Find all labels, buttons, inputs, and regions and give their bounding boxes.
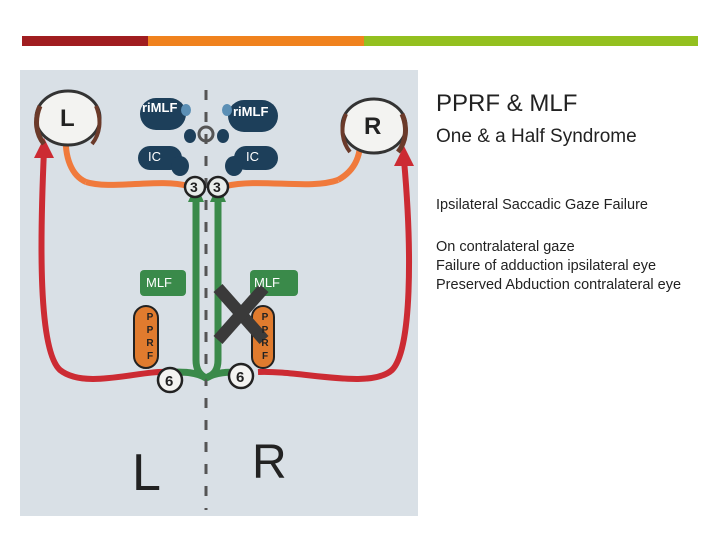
right-eye-letter: R — [364, 113, 382, 140]
slide-title: PPRF & MLF — [436, 90, 578, 117]
text-line-saccadic: Ipsilateral Saccadic Gaze Failure — [436, 197, 648, 213]
left-cn3-label: 3 — [190, 179, 198, 195]
text-line-contralateral-gaze: On contralateral gaze — [436, 239, 575, 255]
left-ic-label: IC — [148, 149, 161, 164]
right-oculomotor-tract — [226, 180, 338, 186]
brainstem-diagram — [20, 70, 418, 516]
left-rimlf-label: riMLF — [142, 100, 178, 115]
left-oculomotor-tract — [86, 182, 188, 186]
accent-bar-orange — [148, 36, 364, 46]
bottom-right-letter: R — [252, 436, 287, 489]
right-cn3-label: 3 — [213, 179, 221, 195]
left-eye-letter: L — [60, 105, 75, 132]
right-pprf-letters: P P R F — [261, 312, 269, 362]
right-ic-label: IC — [246, 149, 259, 164]
text-line-abduction: Preserved Abduction contralateral eye — [436, 277, 682, 293]
text-line-adduction: Failure of adduction ipsilateral eye — [436, 258, 657, 274]
left-mlf-label: MLF — [146, 275, 172, 290]
right-mlf-label: MLF — [254, 275, 280, 290]
left-pprf-letters: P P R F — [146, 312, 154, 362]
right-rimlf-label: riMLF — [233, 104, 269, 119]
left-cn6-label: 6 — [165, 373, 174, 390]
accent-bar-red — [22, 36, 148, 46]
right-cn6-label: 6 — [236, 369, 245, 386]
bottom-left-letter: L — [132, 444, 161, 502]
accent-bar-green — [364, 36, 698, 46]
slide-subtitle: One & a Half Syndrome — [436, 126, 637, 147]
